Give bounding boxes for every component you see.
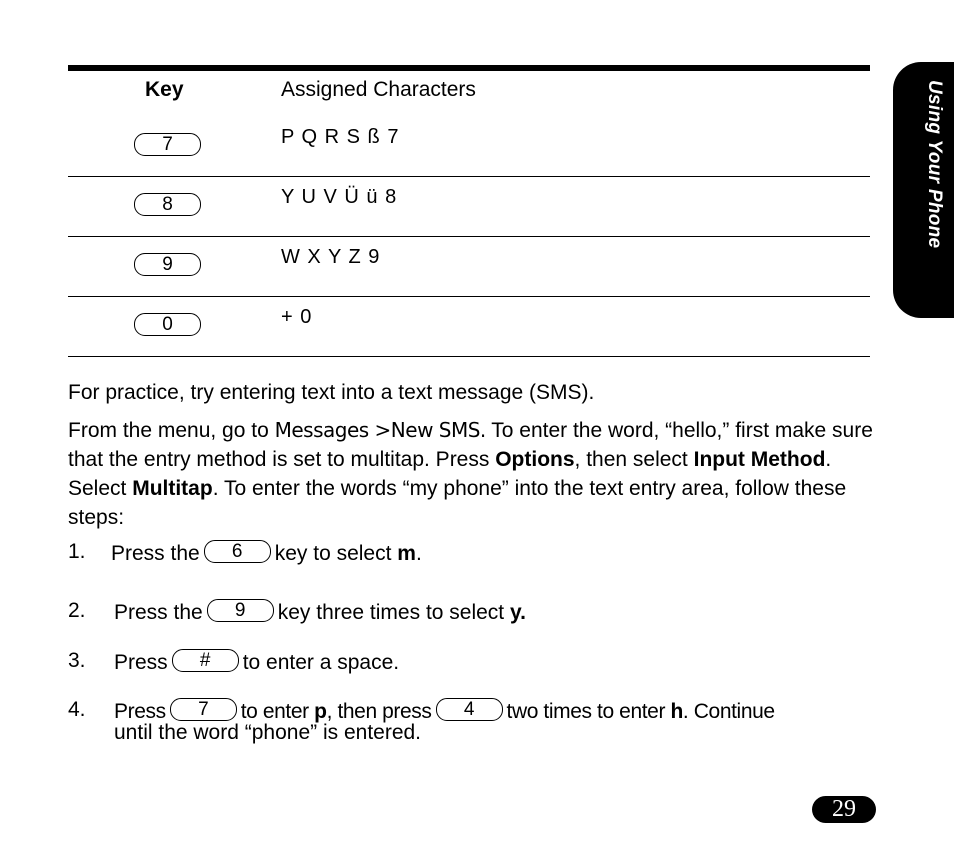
instructions-paragraph: From the menu, go to Messages >New SMS. To enter the word, “hello,” first make sure that the entry method is set to multitap. Press Options, then select Input Method. Select Multitap. To enter the words “my phone” into the text entry area, follow these steps: — [68, 418, 873, 529]
step-number: 3. — [68, 649, 86, 672]
key-icon-9: 9 — [207, 599, 274, 622]
table-top-rule — [68, 65, 870, 71]
row-divider — [68, 176, 870, 177]
row-divider — [68, 296, 870, 297]
step-1: Press the 6 key to select m. — [111, 541, 422, 565]
key-icon-0: 0 — [134, 313, 201, 336]
key-icon-8: 8 — [134, 193, 201, 216]
row-divider — [68, 236, 870, 237]
table-row-chars: P Q R S ß 7 — [281, 126, 400, 148]
key-icon-7: 7 — [134, 133, 201, 156]
step-number: 4. — [68, 698, 86, 721]
step-4-continued: until the word “phone” is entered. — [114, 721, 422, 744]
step-2: Press the 9 key three times to select y. — [114, 600, 526, 624]
step-number: 2. — [68, 599, 86, 622]
step-3: Press # to enter a space. — [114, 650, 400, 674]
page-number: 29 — [812, 796, 876, 823]
menu-path: Messages >New SMS. — [274, 418, 486, 442]
key-icon-6: 6 — [204, 540, 271, 563]
table-bottom-rule — [68, 356, 870, 357]
intro-text: For practice, try entering text into a text message (SMS). — [68, 381, 595, 404]
column-header-chars: Assigned Characters — [281, 78, 476, 101]
key-icon-hash: # — [172, 649, 239, 672]
column-header-key: Key — [145, 78, 184, 101]
section-tab-label: Using Your Phone — [924, 80, 945, 249]
step-number: 1. — [68, 540, 86, 563]
key-icon-7: 7 — [170, 698, 237, 721]
table-row-chars: + 0 — [281, 306, 313, 328]
table-row-chars: Y U V Ü ü 8 — [281, 186, 398, 208]
key-icon-9: 9 — [134, 253, 201, 276]
step-4: Press 7 to enter p, then press 4 two times to enter h. Continue — [114, 699, 775, 723]
table-row-chars: W X Y Z 9 — [281, 246, 381, 268]
key-icon-4: 4 — [436, 698, 503, 721]
